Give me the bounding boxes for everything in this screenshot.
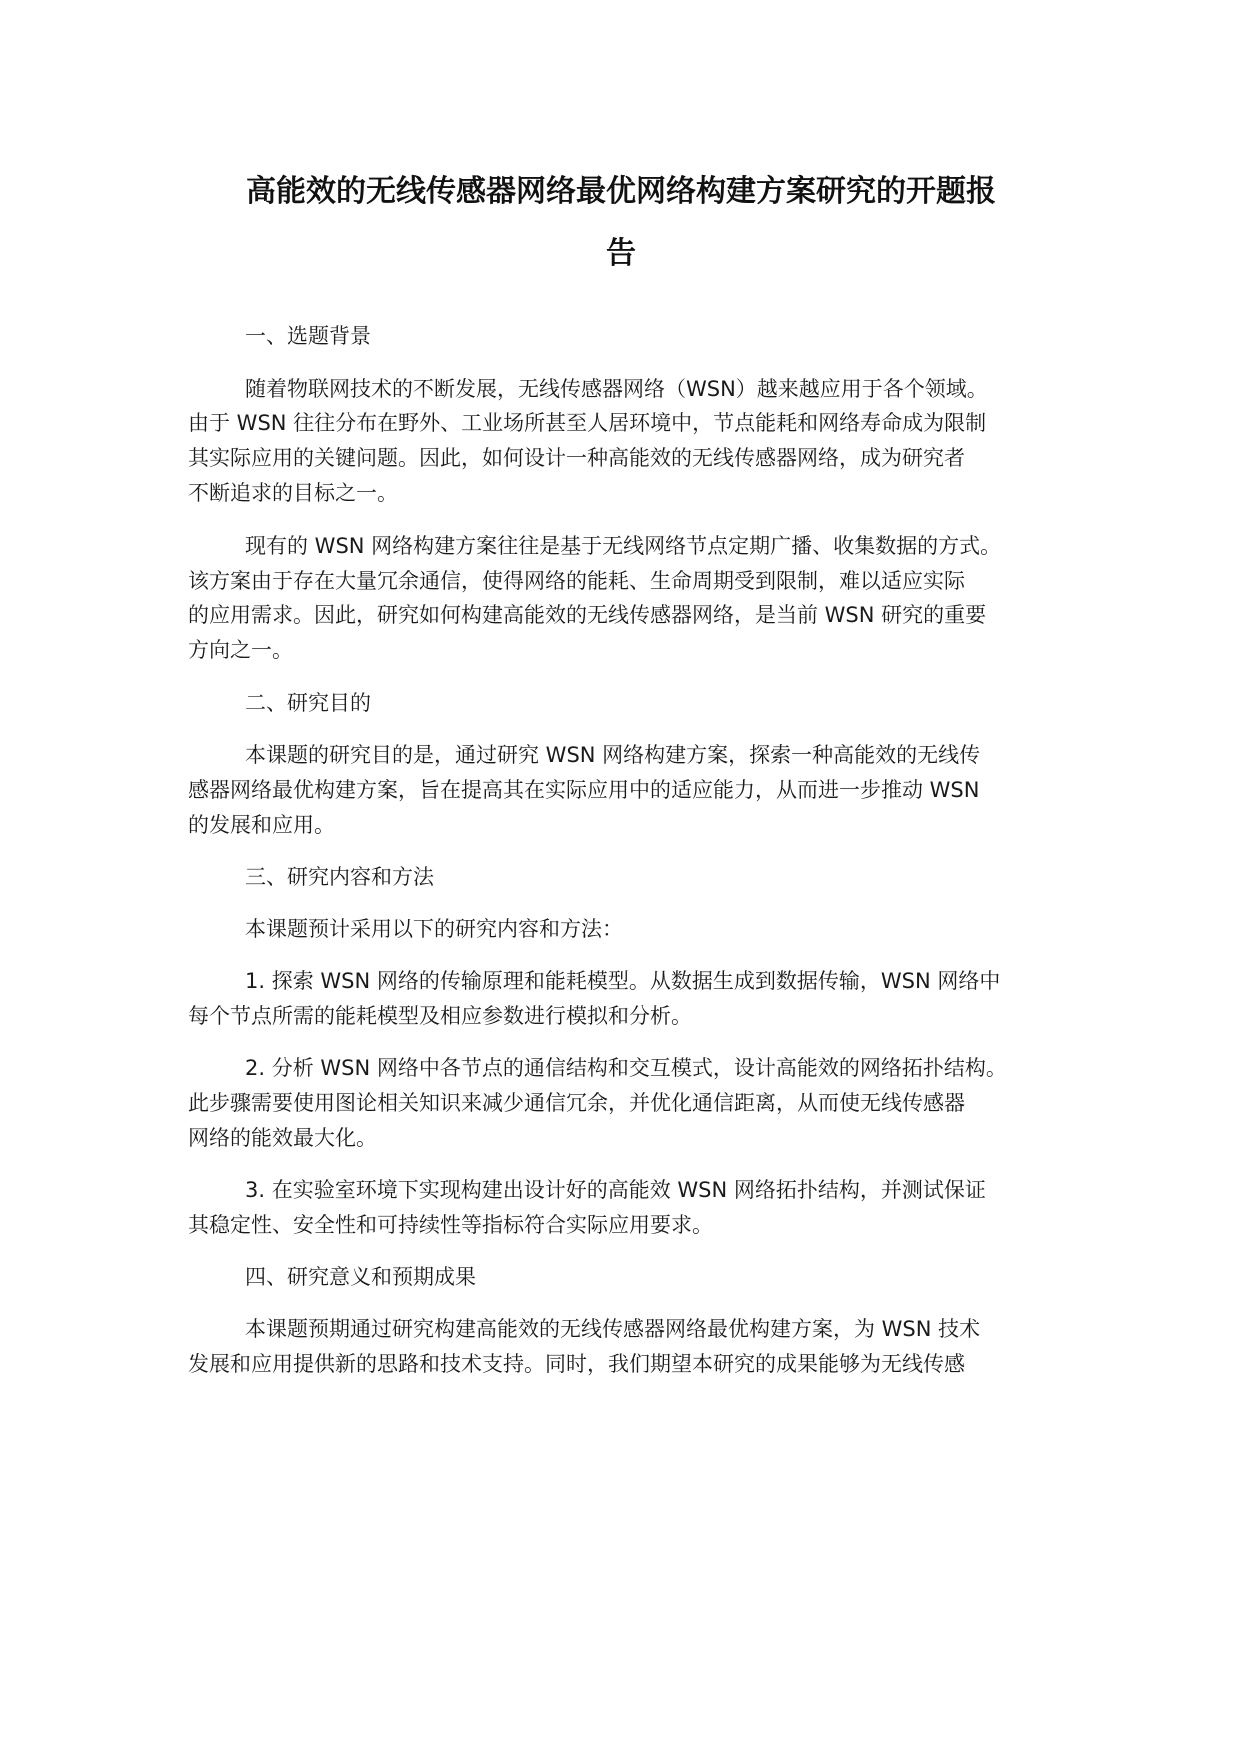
paragraph-line: 感器网络最优构建方案，旨在提高其在实际应用中的适应能力，从而进一步推动 WSN [188, 778, 980, 802]
section-heading-content-methods: 三、研究内容和方法 [245, 865, 434, 889]
list-item-line: 1. 探索 WSN 网络的传输原理和能耗模型。从数据生成到数据传输，WSN 网络中 [245, 969, 1001, 993]
section-heading-significance: 四、研究意义和预期成果 [245, 1265, 476, 1289]
paragraph-line: 本课题预计采用以下的研究内容和方法： [245, 917, 623, 941]
list-item-line: 2. 分析 WSN 网络中各节点的通信结构和交互模式，设计高能效的网络拓扑结构。 [245, 1056, 1007, 1080]
document-title-line-2: 告 [606, 236, 636, 271]
paragraph-line: 本课题预期通过研究构建高能效的无线传感器网络最优构建方案，为 WSN 技术 [245, 1317, 981, 1341]
list-item-line: 网络的能效最大化。 [188, 1126, 377, 1150]
paragraph-line: 该方案由于存在大量冗余通信，使得网络的能耗、生命周期受到限制，难以适应实际 [188, 569, 965, 593]
document-title-line-1: 高能效的无线传感器网络最优网络构建方案研究的开题报 [246, 174, 996, 209]
paragraph-line: 方向之一。 [188, 638, 293, 662]
paragraph-line: 随着物联网技术的不断发展，无线传感器网络（WSN）越来越应用于各个领域。 [245, 377, 988, 401]
paragraph-line: 发展和应用提供新的思路和技术支持。同时，我们期望本研究的成果能够为无线传感 [188, 1352, 965, 1376]
list-item-line: 此步骤需要使用图论相关知识来减少通信冗余，并优化通信距离，从而使无线传感器 [188, 1091, 965, 1115]
paragraph-line: 现有的 WSN 网络构建方案往往是基于无线网络节点定期广播、收集数据的方式。 [245, 534, 1002, 558]
paragraph-line: 的应用需求。因此，研究如何构建高能效的无线传感器网络，是当前 WSN 研究的重要 [188, 603, 987, 627]
section-heading-background: 一、选题背景 [245, 324, 371, 348]
paragraph-line: 由于 WSN 往往分布在野外、工业场所甚至人居环境中，节点能耗和网络寿命成为限制 [188, 411, 987, 435]
paragraph-line: 本课题的研究目的是，通过研究 WSN 网络构建方案，探索一种高能效的无线传 [245, 743, 981, 767]
list-item-line: 每个节点所需的能耗模型及相应参数进行模拟和分析。 [188, 1004, 692, 1028]
paragraph-line: 其实际应用的关键问题。因此，如何设计一种高能效的无线传感器网络，成为研究者 [188, 446, 965, 470]
paragraph-line: 不断追求的目标之一。 [188, 481, 398, 505]
list-item-line: 其稳定性、安全性和可持续性等指标符合实际应用要求。 [188, 1213, 713, 1237]
list-item-line: 3. 在实验室环境下实现构建出设计好的高能效 WSN 网络拓扑结构，并测试保证 [245, 1178, 986, 1202]
paragraph-line: 的发展和应用。 [188, 813, 335, 837]
section-heading-purpose: 二、研究目的 [245, 691, 371, 715]
